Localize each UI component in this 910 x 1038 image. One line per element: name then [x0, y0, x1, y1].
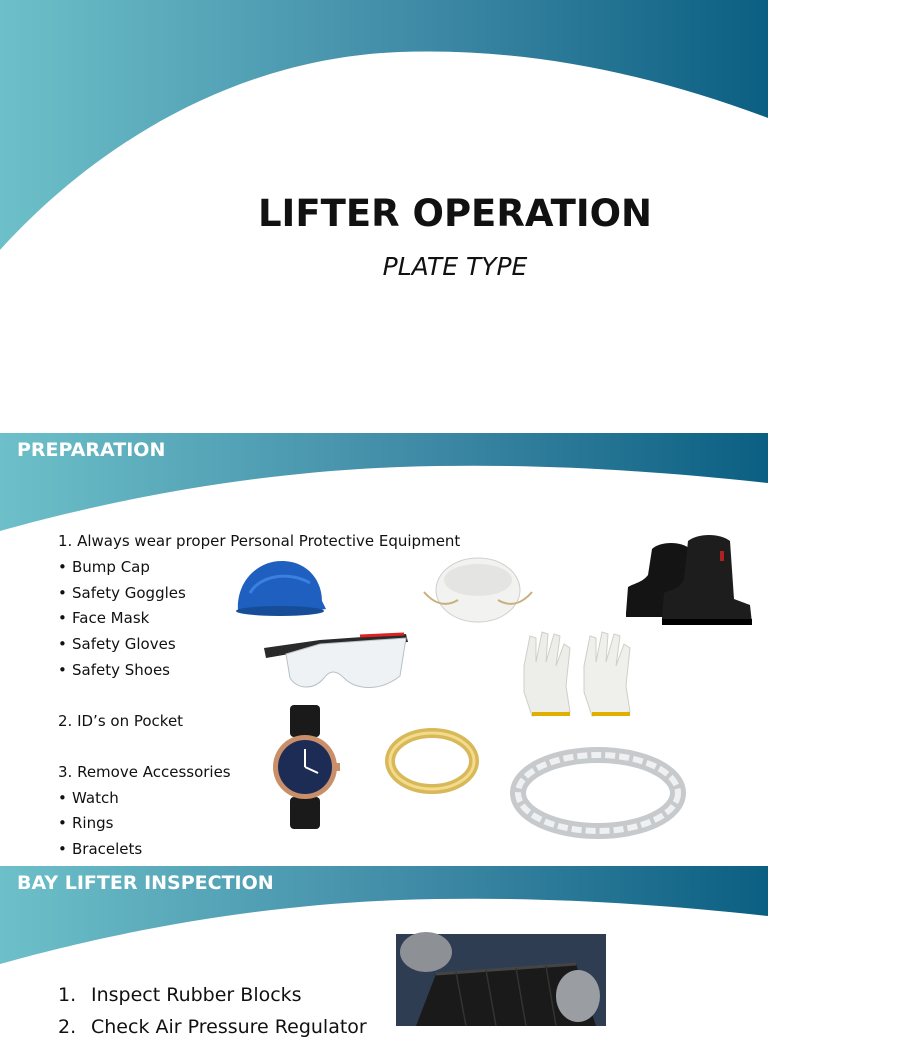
step-text: Inspect Rubber Blocks [91, 984, 302, 1006]
bump-cap-image [230, 553, 328, 621]
step-number: 2. [58, 1016, 77, 1038]
section-header: BAY LIFTER INSPECTION [17, 872, 274, 894]
id-instruction: 2. ID’s on Pocket [58, 712, 184, 730]
section-header: PREPARATION [17, 439, 166, 461]
ring-image [384, 725, 480, 795]
step-text: Check Air Pressure Regulator [91, 1016, 367, 1038]
safety-gloves-image [514, 626, 640, 722]
rubber-block-photo [396, 934, 606, 1026]
accessory-item: • Watch [72, 789, 119, 807]
preparation-slide [0, 433, 768, 865]
inspection-slide [0, 866, 768, 1038]
bracelet-image [512, 741, 684, 839]
ppe-item: • Safety Shoes [72, 661, 170, 679]
step-number: 1. [58, 984, 77, 1006]
slide-subtitle: PLATE TYPE [382, 252, 528, 281]
ppe-instruction: 1. Always wear proper Personal Protective Equipment [58, 532, 461, 550]
accessories-instruction: 3. Remove Accessories [58, 763, 231, 781]
safety-shoes-image [620, 531, 756, 633]
accessory-item: • Rings [72, 814, 113, 832]
safety-goggles-image [260, 630, 410, 696]
ppe-item: • Face Mask [72, 609, 149, 627]
accessory-item: • Bracelets [72, 840, 142, 858]
title-slide [0, 0, 768, 432]
slide-title: LIFTER OPERATION [257, 192, 653, 235]
face-mask-image [418, 546, 536, 634]
ppe-item: • Safety Goggles [72, 584, 186, 602]
ppe-item: • Bump Cap [72, 558, 150, 576]
ppe-item: • Safety Gloves [72, 635, 176, 653]
watch-image [270, 703, 340, 831]
